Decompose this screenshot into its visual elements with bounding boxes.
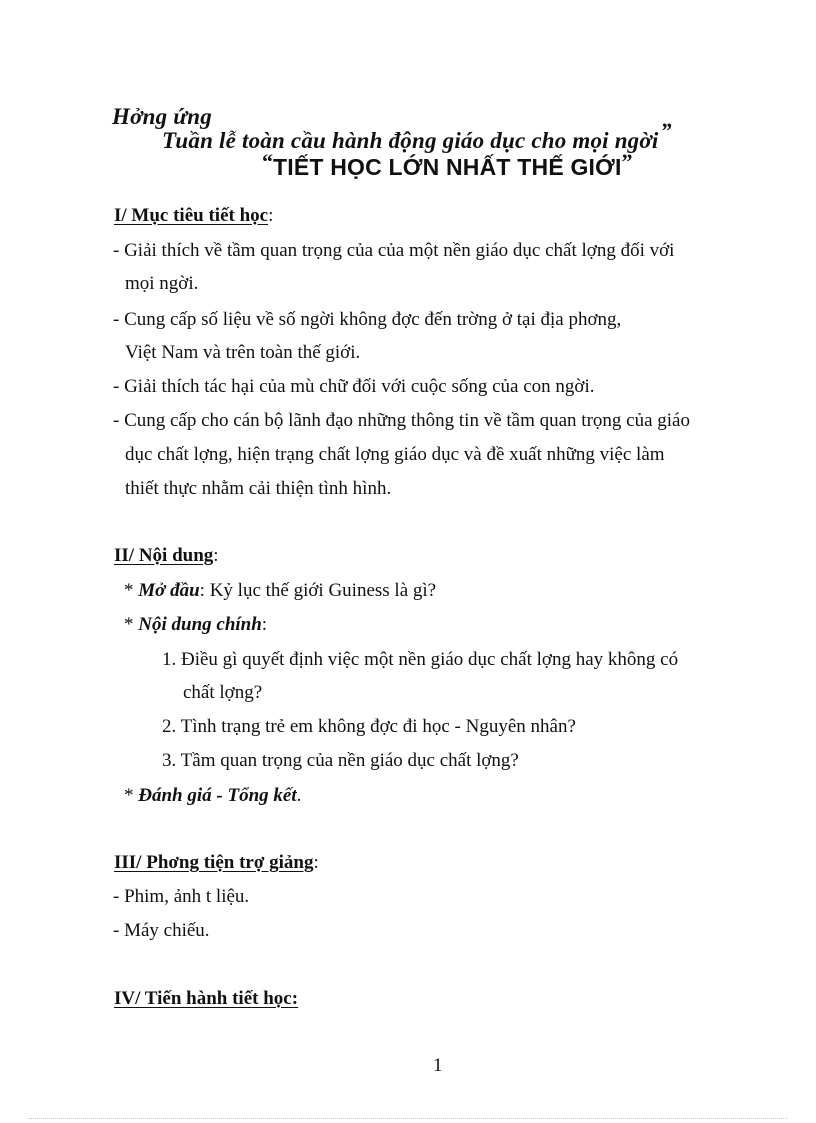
section-1-colon: : xyxy=(268,205,274,226)
main-bullet: * xyxy=(124,614,139,635)
section-1-line: - Cung cấp số liệu về số ngời không đợc đến trờng ở tại địa phơng, xyxy=(113,309,622,330)
section-3-heading xyxy=(114,852,319,874)
eval-bullet: * xyxy=(124,785,139,806)
intro-bullet: * xyxy=(124,580,139,601)
header-line-3 xyxy=(262,149,633,181)
section-2-colon: : xyxy=(213,545,219,566)
section-3-colon: : xyxy=(313,852,319,873)
main-content-line xyxy=(124,614,267,636)
eval-end: . xyxy=(296,785,302,806)
content-item: 3. Tầm quan trọng của nền giáo dục chất lợng? xyxy=(162,750,519,771)
section-1-line: - Giải thích về tầm quan trọng của của một nền giáo dục chất lợng đối với xyxy=(113,240,675,261)
page-number: 1 xyxy=(433,1055,443,1076)
section-3-line: - Máy chiếu. xyxy=(113,920,210,941)
section-2-heading xyxy=(114,545,219,567)
eval-label: Đánh giá - Tổng kết xyxy=(138,785,297,806)
page-title: TIẾT HỌC LỚN NHẤT THẾ GIỚI xyxy=(273,154,622,180)
section-1-line: mọi ngời. xyxy=(125,273,199,294)
evaluation-line xyxy=(124,785,301,807)
section-1-line: thiết thực nhằm cải thiện tình hình. xyxy=(125,478,392,499)
section-1-line: dục chất lợng, hiện trạng chất lợng giáo dục và đề xuất những việc làm xyxy=(125,444,665,465)
content-item-continuation: chất lợng? xyxy=(183,682,263,703)
section-3-line: - Phim, ảnh t liệu. xyxy=(113,886,250,907)
main-label: Nội dung chính xyxy=(138,614,262,635)
section-1-line: Việt Nam và trên toàn thế giới. xyxy=(125,342,361,363)
content-item: 1. Điều gì quyết định việc một nền giáo dục chất lợng hay không có xyxy=(162,649,679,670)
header-close-quote: ” xyxy=(660,118,672,143)
footer-divider xyxy=(28,1118,788,1119)
main-colon: : xyxy=(261,614,268,635)
section-3-title: III/ Phơng tiện trợ giảng xyxy=(114,852,314,873)
intro-text: : Kỷ lục thế giới Guiness là gì? xyxy=(199,580,437,601)
header-line-1: Hởng ứng xyxy=(112,104,212,129)
intro-line xyxy=(124,580,436,602)
header-line-2 xyxy=(162,118,672,154)
section-4-heading xyxy=(114,988,298,1010)
section-1-title: I/ Mục tiêu tiết học xyxy=(114,205,269,226)
content-item: 2. Tình trạng trẻ em không đợc đi học - Nguyên nhân? xyxy=(162,716,576,737)
section-1-line: - Cung cấp cho cán bộ lãnh đạo những thông tin về tầm quan trọng của giáo xyxy=(113,410,690,431)
section-1-line: - Giải thích tác hại của mù chữ đối với cuộc sống của con ngời. xyxy=(113,376,595,397)
title-close-quote: ” xyxy=(621,149,633,174)
header-subtitle: Tuần lễ toàn cầu hành động giáo dục cho mọi ngời xyxy=(162,128,659,153)
intro-label: Mở đầu xyxy=(138,580,200,601)
title-open-quote: “ xyxy=(262,149,273,174)
section-4-title: IV/ Tiến hành tiết học: xyxy=(114,988,299,1009)
section-2-title: II/ Nội dung xyxy=(114,545,214,566)
section-1-heading xyxy=(114,205,273,227)
